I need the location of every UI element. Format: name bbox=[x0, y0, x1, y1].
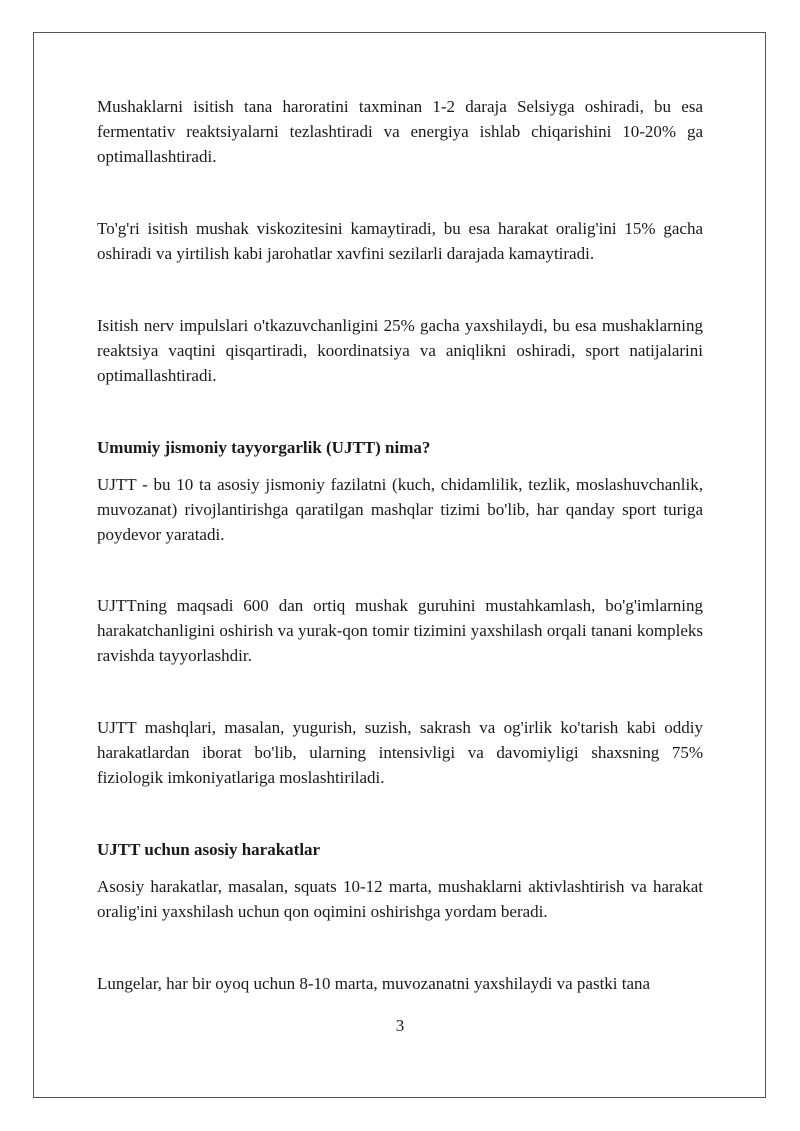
page-number: 3 bbox=[395, 1016, 405, 1035]
paragraph-7: Asosiy harakatlar, masalan, squats 10-12 marta, mushaklarni aktivlashtirish va harakat oralig'ini yaxshilash uchun qon oqimini oshirishga yordam beradi. bbox=[97, 877, 703, 921]
paragraph-6: UJTT mashqlari, masalan, yugurish, suzish, sakrash va og'irlik ko'tarish kabi oddiy harakatlardan iborat bo'lib, ularning intensivligi va davomiyligi shaxsning 75% fiziologik imkoniyatlariga moslashtiriladi. bbox=[97, 718, 703, 787]
section-heading-2: UJTT uchun asosiy harakatlar bbox=[97, 840, 321, 859]
paragraph-1: Mushaklarni isitish tana haroratini taxminan 1-2 daraja Selsiyga oshiradi, bu esa fermentativ reaktsiyalarni tezlashtiradi va energiya ishlab chiqarishini 10-20% ga optimallashtiradi. bbox=[97, 97, 703, 166]
paragraph-8: Lungelar, har bir oyoq uchun 8-10 marta, muvozanatni yaxshilaydi va pastki tana bbox=[97, 974, 651, 993]
paragraph-5: UJTTning maqsadi 600 dan ortiq mushak guruhini mustahkamlash, bo'g'imlarning harakatchanligini oshirish va yurak-qon tomir tizimini yaxshilash orqali tanani kompleks ravishda tayyorlashdir. bbox=[97, 596, 703, 665]
paragraph-4: UJTT - bu 10 ta asosiy jismoniy fazilatni (kuch, chidamlilik, tezlik, moslashuvchanlik, muvozanat) rivojlantirishga qaratilgan mashqlar tizimi bo'lib, har qanday sport turiga poydevor yaratadi. bbox=[97, 475, 703, 544]
paragraph-3: Isitish nerv impulslari o'tkazuvchanligini 25% gacha yaxshilaydi, bu esa mushaklarning reaktsiya vaqtini qisqartiradi, koordinatsiya va aniqlikni oshiradi, sport natijalarini optimallashtiradi. bbox=[97, 316, 703, 385]
document-body bbox=[97, 94, 703, 996]
section-heading-1: Umumiy jismoniy tayyorgarlik (UJTT) nima? bbox=[97, 438, 431, 457]
paragraph-2: To'g'ri isitish mushak viskozitesini kamaytiradi, bu esa harakat oralig'ini 15% gacha oshiradi va yirtilish kabi jarohatlar xavfini sezilarli darajada kamaytiradi. bbox=[97, 219, 703, 263]
